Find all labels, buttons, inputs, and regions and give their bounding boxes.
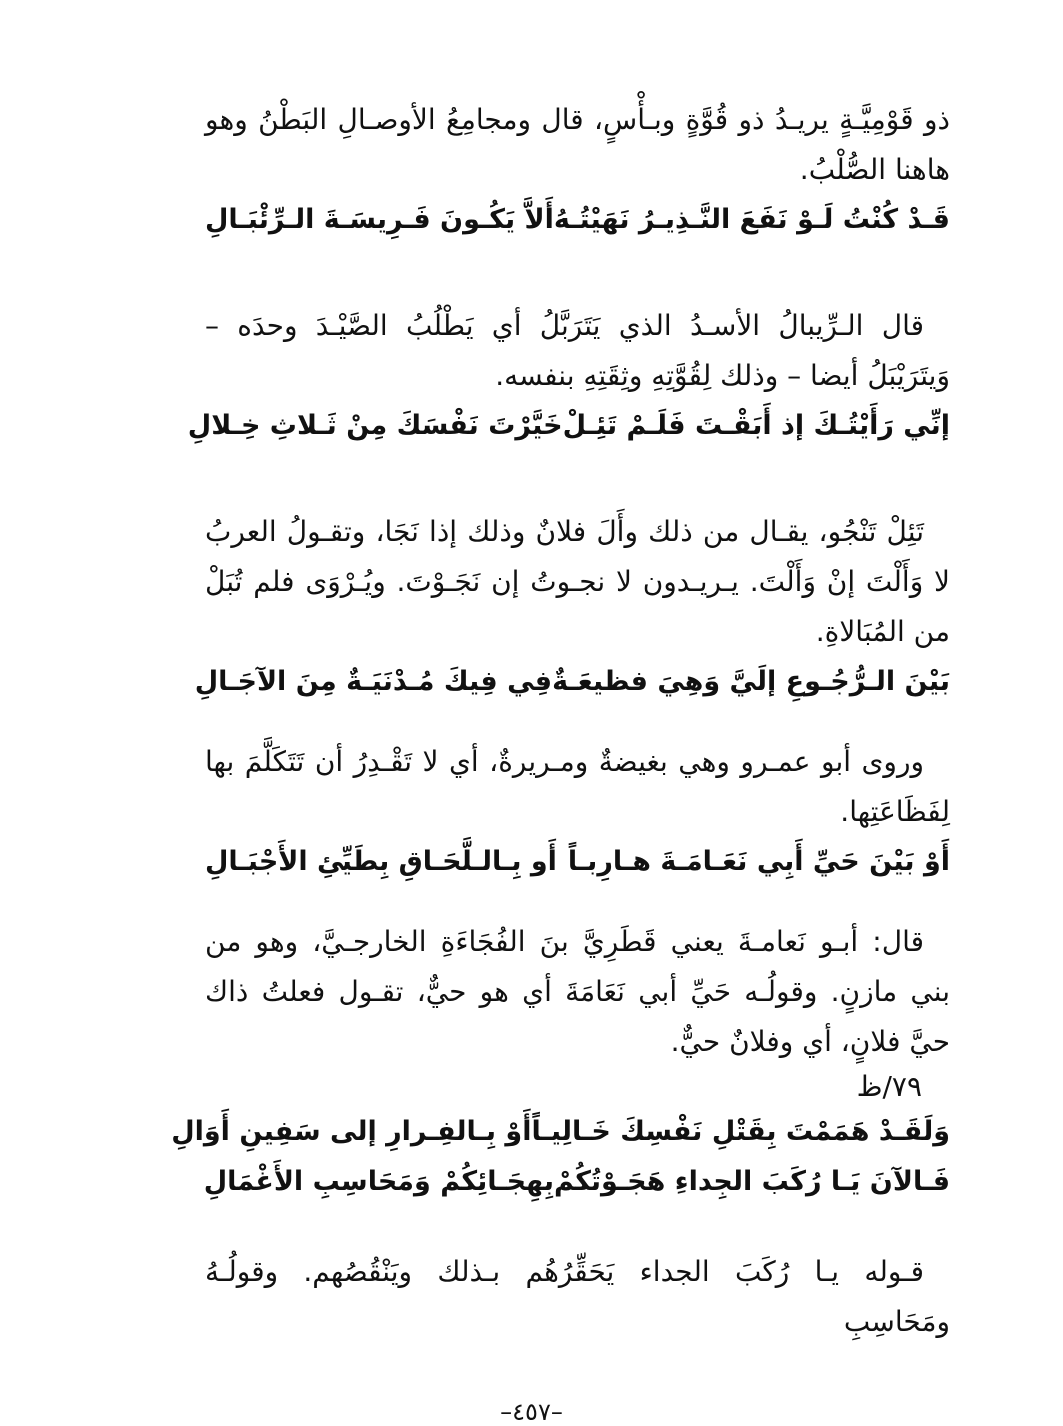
prose-paragraph: قـوله يـا رُكَبَ الجداء يَحَقِّرُهُم بـذلك ويَنْقُصُهم. وقولُـهُ ومَحَاسِبِ [205,1255,950,1338]
verse-first-hemistich: وَلَقَـدْ هَمَمْتَ بِقَتْلِ نَفْسِكَ خَـالِيـاً [531,1116,950,1147]
verse-first-hemistich: بَيْنَ الـرُّجُـوعِ إلَيَّ وَهِيَ فظيعَـةٌ [552,666,950,697]
verse-first-hemistich: قَـدْ كُنْتُ لَـوْ نَفَعَ النَّـذِيـرُ نَهَيْتُـهُ [553,204,950,235]
verse-line [205,195,950,245]
spacer [205,245,950,301]
prose-paragraph: ذو قَوْمِيَّـةٍ يريـدُ ذو قُوَّةٍ وبـأْسٍ، قال ومجامِعُ الأوصـالِ البَطْنُ وهو هاهنا الصُّلْبُ. [205,103,950,186]
verse-line [171,1107,950,1157]
book-page [171,95,950,1347]
verse-first-hemistich: أَوْ بَيْنَ حَيِّ أَبِي نَعَـامَـةَ هـارِبـاً [567,846,950,877]
verse-first-hemistich: إنِّي رَأَيْتُـكَ إذ أَبَقْـتَ فَلَـمْ تَئِـلْ [562,410,950,441]
verse-second-hemistich: أَلاَّ يَكُـونَ فَـرِيسَـةَ الـرِّئْبَـالِ [204,204,554,235]
prose-paragraph: قال: أبـو نَعامـةَ يعني قَطَرِيَّ بنَ الفُجَاءَةِ الخارجـيَّ، وهو من بني مازنٍ. وقولُـه حَيِّ أبي نَعَامَةَ أي هو حيٌّ، تقـول فعلتُ ذاك حيَّ فلانٍ، أي وفلانٌ حيٌّ. [205,925,950,1058]
spacer [205,707,950,737]
verse-second-hemistich: بِهِجَـائِكُمْ وَمَحَاسِبِ الأَغْمَالِ [203,1166,555,1197]
prose-paragraph: وروى أبو عمـرو وهي بغيضةٌ ومـريرةٌ، أي لا تَقْـدِرُ أن تَتَكَلَّمَ بها لِفَظَاعَتِها. [205,745,950,828]
verse-second-hemistich: أَو بِـالـلَّحَـاقِ بِطَيِّئِ الأَجْبَـالِ [205,846,557,877]
spacer [205,451,950,507]
verse-second-hemistich: أَوْ بِـالفِـرارِ إلى سَفِينِ أَوَالِ [171,1116,532,1147]
spacer [205,1207,950,1247]
verse-line [194,657,950,707]
verse-second-hemistich: فِي فِيكَ مُـدْنَيَـةٌ مِنَ الآجَـالِ [194,666,553,697]
spacer [205,887,950,917]
prose-paragraph: قال الـرِّيبالُ الأسـدُ الذي يَتَرَبَّلُ أي يَطْلُبُ الصَّيْـدَ وحدَه – وَيتَرَيْبَلُ أيضا – وذلك لِقُوَّتِهِ وثِقَتِهِ بنفسه. [205,309,950,392]
verse-second-hemistich: خَيَّرْتَ نَفْسَكَ مِنْ ثَـلاثِ خِـلالِ [187,410,563,441]
prose-paragraph: تَئِلْ تَنْجُو، يقـال من ذلك وأَلَ فلانٌ وذلك إذا نَجَا، وتقـولُ العربُ لا وَأَلْتَ إنْ وَأَلْتَ. يـريـدون لا نجـوتُ إن نَجَـوْتَ. ويُـرْوَى فلم تُبَلْ من المُبَالاةِ. [205,515,950,648]
page-number: –٤٥٧– [500,1398,563,1426]
verse-line [187,401,950,451]
verse-first-hemistich: فَـالآنَ يَـا رُكَبَ الجِداءِ هَجَـوْتُكُمْ [554,1166,950,1197]
verse-line [205,837,950,887]
folio-marker: ٧٩/ظ [856,1070,922,1103]
verse-line [205,1157,950,1207]
